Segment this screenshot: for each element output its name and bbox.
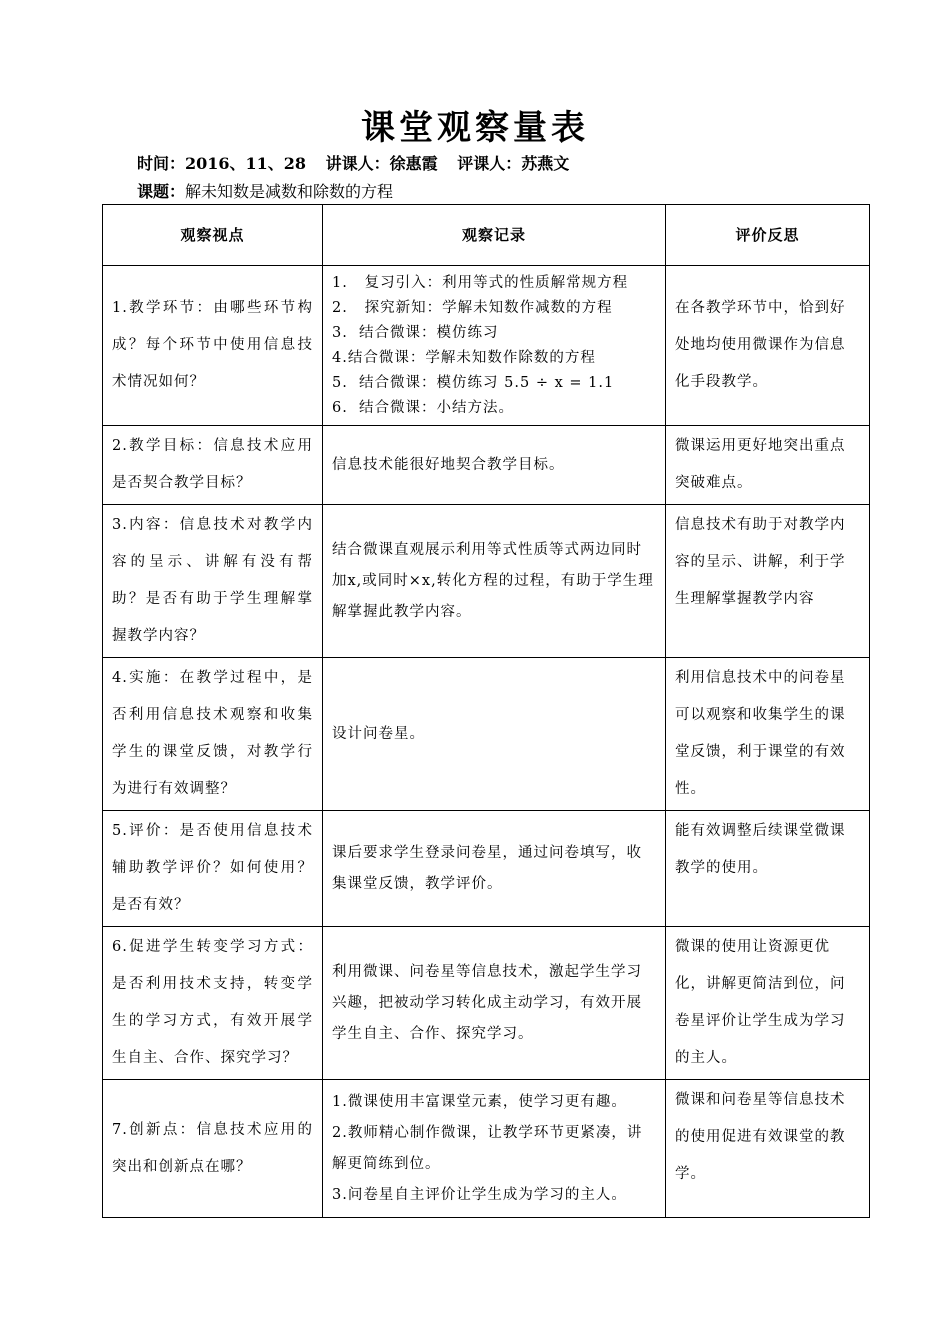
topic-label: 课题： [137,182,186,201]
record-line: 2.教师精心制作微课，让教学环节更紧凑，讲解更简练到位。 [332,1124,643,1172]
meta-reviewer: 评课人：苏燕文 [457,154,570,173]
table-row [103,505,870,658]
table-row [103,426,870,505]
meta-lecturer: 讲课人：徐惠霞 [325,154,438,173]
table-row [103,811,870,927]
cell-point: 4.实施：在教学过程中，是否利用信息技术观察和收集学生的课堂反馈，对教学行为进行有效调整？ [103,658,323,811]
record-line: 1. 复习引入：利用等式的性质解常规方程 [332,274,629,291]
cell-record [323,927,666,1080]
record-line: 利用微课、问卷星等信息技术，激起学生学习兴趣，把被动学习转化成主动学习，有效开展学生自主、合作、探究学习。 [332,963,642,1042]
meta-line [137,151,583,174]
table-row [103,266,870,426]
record-line: 4.结合微课：学解未知数作除数的方程 [332,349,596,366]
cell-reflection: 微课的使用让资源更优化，讲解更简洁到位，问卷星评价让学生成为学习的主人。 [666,927,870,1080]
record-line: 1.微课使用丰富课堂元素，使学习更有趣。 [332,1093,627,1110]
header-observation-record: 观察记录 [323,205,666,266]
record-line: 3. 结合微课：模仿练习 [332,324,499,341]
record-line: 6. 结合微课：小结方法。 [332,399,515,416]
cell-reflection: 利用信息技术中的问卷星可以观察和收集学生的课堂反馈，利于课堂的有效性。 [666,658,870,811]
cell-point: 2.教学目标：信息技术应用是否契合教学目标？ [103,426,323,505]
cell-point: 5.评价：是否使用信息技术辅助教学评价？如何使用？是否有效？ [103,811,323,927]
cell-reflection: 微课运用更好地突出重点突破难点。 [666,426,870,505]
cell-record [323,658,666,811]
cell-reflection: 信息技术有助于对教学内容的呈示、讲解，利于学生理解掌握教学内容 [666,505,870,658]
topic-value: 解未知数是减数和除数的方程 [185,182,394,201]
cell-record [323,1080,666,1218]
cell-point: 7.创新点：信息技术应用的突出和创新点在哪？ [103,1080,323,1218]
cell-record [323,266,666,426]
record-line: 2. 探究新知：学解未知数作减数的方程 [332,299,613,316]
cell-reflection: 能有效调整后续课堂微课教学的使用。 [666,811,870,927]
page-title: 课堂观察量表 [361,108,589,148]
cell-record [323,426,666,505]
cell-point: 1.教学环节：由哪些环节构成？每个环节中使用信息技术情况如何？ [103,266,323,426]
cell-reflection: 在各教学环节中，恰到好处地均使用微课作为信息化手段教学。 [666,266,870,426]
meta-time: 时间：2016、11、28 [137,154,307,173]
cell-record [323,811,666,927]
topic-line [137,179,393,202]
cell-point: 3.内容：信息技术对教学内容的呈示、讲解有没有帮助？是否有助于学生理解掌握教学内容？ [103,505,323,658]
table-header-row [103,205,870,266]
cell-reflection: 微课和问卷星等信息技术的使用促进有效课堂的教学。 [666,1080,870,1218]
record-line: 3.问卷星自主评价让学生成为学习的主人。 [332,1186,627,1203]
table-row [103,1080,870,1218]
record-line: 5. 结合微课：模仿练习 5.5 ÷ x = 1.1 [332,374,615,391]
record-line: 设计问卷星。 [332,725,425,742]
record-line: 结合微课直观展示利用等式性质等式两边同时加x,或同时×x,转化方程的过程，有助于学生理解掌握此教学内容。 [332,541,654,620]
header-evaluation-reflection: 评价反思 [666,205,870,266]
observation-table [102,204,870,1218]
cell-record [323,505,666,658]
record-line: 课后要求学生登录问卷星，通过问卷填写，收集课堂反馈，教学评价。 [332,844,642,892]
record-line: 信息技术能很好地契合教学目标。 [332,456,565,473]
header-observation-point: 观察视点 [103,205,323,266]
table-row [103,658,870,811]
table-row [103,927,870,1080]
cell-point: 6.促进学生转变学习方式：是否利用技术支持，转变学生的学习方式，有效开展学生自主、合作、探究学习？ [103,927,323,1080]
